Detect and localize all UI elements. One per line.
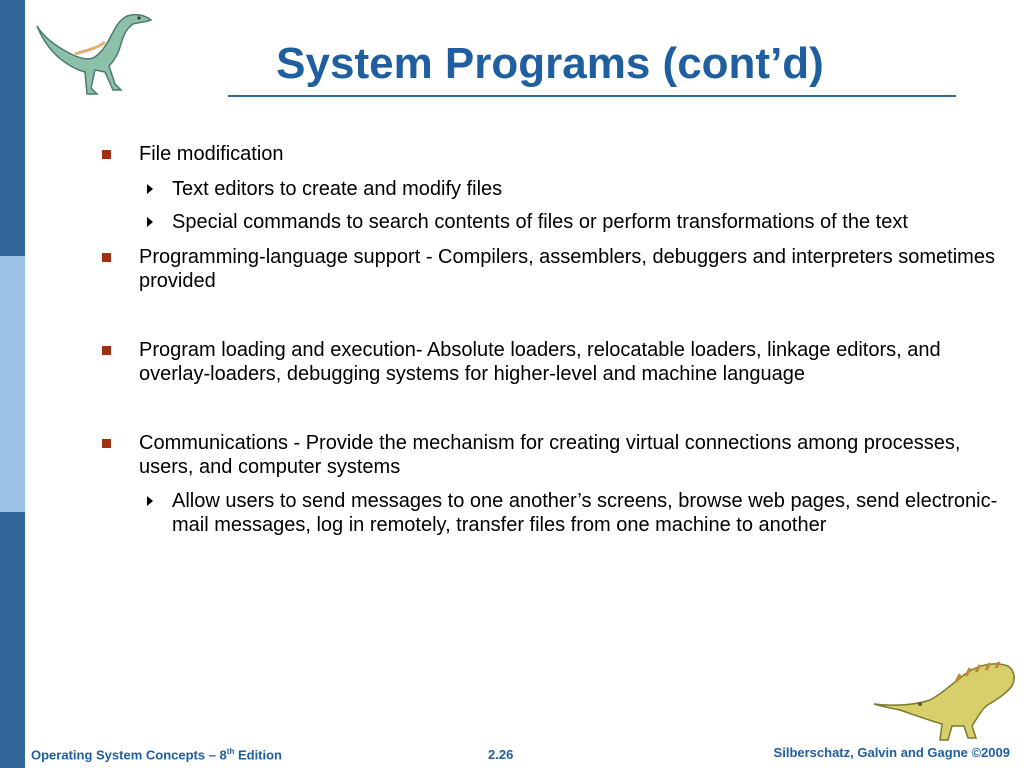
side-bar-top: [0, 0, 25, 256]
triangle-arrow-icon: [147, 184, 153, 194]
bullet-text: Program loading and execution- Absolute loaders, relocatable loaders, linkage editors, and overlay-loaders, debugging systems for higher-level and machine language: [139, 338, 941, 385]
square-bullet-icon: [102, 439, 111, 448]
sub-bullet-special-commands: [100, 210, 1010, 235]
triangle-arrow-icon: [147, 217, 153, 227]
bullet-text: Programming-language support - Compilers, assemblers, debuggers and interpreters sometimes provided: [139, 245, 995, 292]
bullet-text: File modification: [139, 143, 284, 165]
square-bullet-icon: [102, 150, 111, 159]
bullet-programming-language-support: [100, 245, 1010, 294]
dinosaur-decoration-icon: [872, 660, 1017, 742]
slide-title: System Programs (cont’d): [276, 39, 824, 88]
bullet-text: Communications - Provide the mechanism for creating virtual connections among processes, users, and computer systems: [139, 431, 961, 478]
side-bar-bottom: [0, 512, 25, 768]
bullet-program-loading: [100, 338, 1010, 387]
square-bullet-icon: [102, 253, 111, 262]
title-rule: [228, 95, 956, 97]
sub-bullet-text-editors: [100, 177, 1010, 202]
side-bar-middle: [0, 256, 25, 512]
triangle-arrow-icon: [147, 496, 153, 506]
sub-bullet-text: Special commands to search contents of files or perform transformations of the text: [172, 211, 908, 233]
sub-bullet-allow-users: [100, 489, 1010, 538]
bullet-communications: [100, 431, 1010, 480]
footer-copyright: Silberschatz, Galvin and Gagne ©2009: [773, 745, 1010, 760]
footer-page-number: 2.26: [488, 747, 514, 762]
sub-bullet-text: Text editors to create and modify files: [172, 177, 503, 200]
slide-content: [100, 142, 1010, 538]
bullet-file-modification: [100, 142, 1010, 167]
dinosaur-logo-icon: [35, 6, 155, 98]
square-bullet-icon: [102, 346, 111, 355]
sub-bullet-text: Allow users to send messages to one another’s screens, browse web pages, send electronic-mail messages, log in remotely, transfer files from one machine to another: [172, 489, 998, 536]
footer-book-title: Operating System Concepts – 8th Edition: [31, 747, 283, 763]
